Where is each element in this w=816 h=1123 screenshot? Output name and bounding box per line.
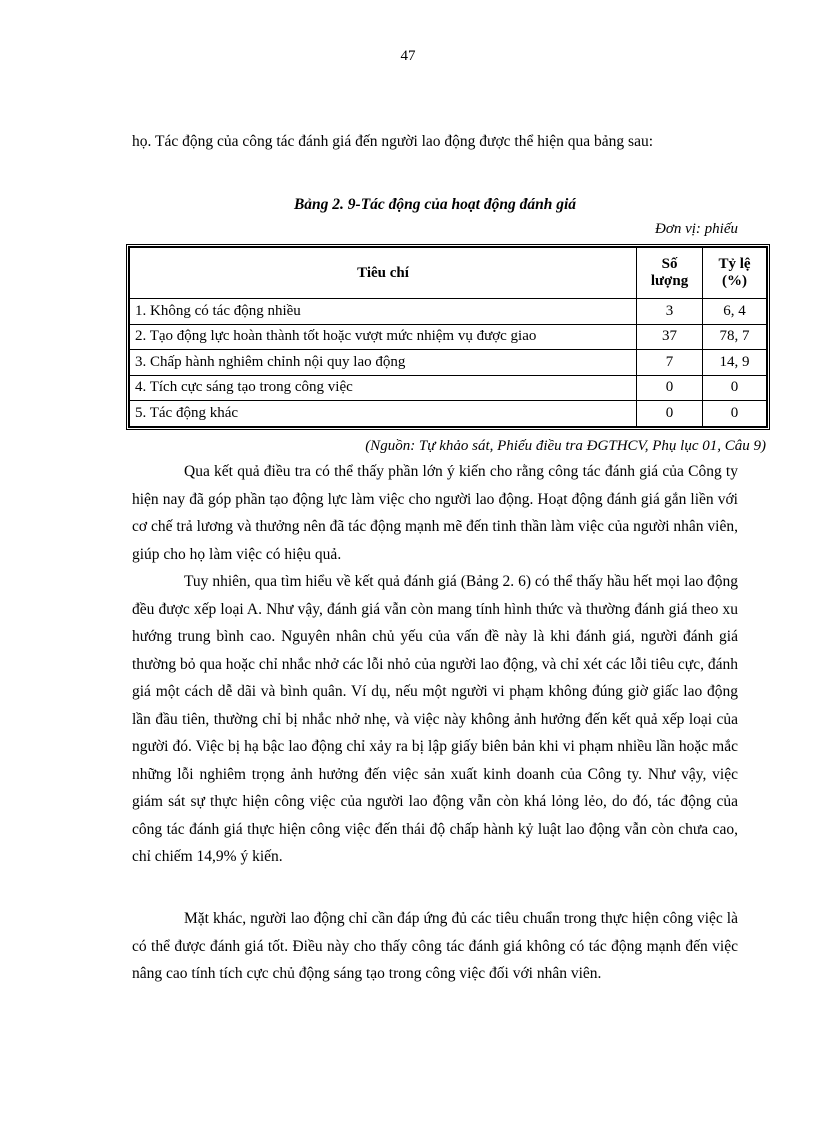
row-ratio: 78, 7: [703, 324, 767, 350]
row-criteria: 5. Tác động khác: [130, 401, 637, 427]
row-ratio: 0: [703, 375, 767, 401]
row-ratio: 14, 9: [703, 350, 767, 376]
row-criteria: 4. Tích cực sáng tạo trong công việc: [130, 375, 637, 401]
table-header-row: [130, 248, 767, 299]
row-criteria: 3. Chấp hành nghiêm chỉnh nội quy lao động: [130, 350, 637, 376]
row-ratio: 6, 4: [703, 299, 767, 325]
intro-paragraph: họ. Tác động của công tác đánh giá đến người lao động được thể hiện qua bảng sau:: [132, 133, 654, 150]
row-count: 37: [637, 324, 703, 350]
table-row: [130, 375, 767, 401]
table-row: [130, 401, 767, 427]
table-unit: Đơn vị: phiếu: [655, 221, 738, 237]
header-ratio: Tỷ lệ (%): [703, 248, 767, 299]
table-row: [130, 324, 767, 350]
row-count: 3: [637, 299, 703, 325]
table-row: [130, 350, 767, 376]
row-criteria: 2. Tạo động lực hoàn thành tốt hoặc vượt mức nhiệm vụ được giao: [130, 324, 637, 350]
table-source: (Nguồn: Tự khảo sát, Phiếu điều tra ĐGTHCV, Phụ lục 01, Câu 9): [365, 438, 766, 454]
row-count: 0: [637, 401, 703, 427]
body-paragraph: Qua kết quả điều tra có thể thấy phần lớn ý kiến cho rằng công tác đánh giá của Công ty hiện nay đã góp phần tạo động lực làm việc cho người lao động. Hoạt động đánh giá gắn liền với cơ chế trả lương và thưởng nên đã tác động mạnh mẽ đến tinh thần làm việc của người nhân viên, giúp cho họ làm việc có hiệu quả.: [132, 463, 738, 563]
row-ratio: 0: [703, 401, 767, 427]
results-table-frame: [126, 244, 770, 430]
body-paragraph: Tuy nhiên, qua tìm hiểu về kết quả đánh giá (Bảng 2. 6) có thể thấy hầu hết mọi lao động đều được xếp loại A. Như vậy, đánh giá vẫn còn mang tính hình thức và thường đánh giá theo xu hướng trung bình cao. Nguyên nhân chủ yếu của vấn đề này là khi đánh giá, người đánh giá thường bỏ qua hoặc chỉ nhắc nhở các lỗi nhỏ của người lao động, và chỉ xét các lỗi tiêu cực, đánh giá một cách dễ dãi và bình quân. Ví dụ, nếu một người vi phạm không đúng giờ giấc lao động lần đầu tiên, thường chỉ bị nhắc nhở nhẹ, và việc này không ảnh hưởng đến kết quả xếp loại của người đó. Việc bị hạ bậc lao động chỉ xảy ra bị lập giấy biên bản khi vi phạm nhiều lần hoặc mắc những lỗi nghiêm trọng ảnh hưởng đến việc sản xuất kinh doanh của Công ty. Như vậy, việc giám sát sự thực hiện công việc của người lao động vẫn còn khá lỏng lẻo, do đó, tác động của công tác đánh giá thực hiện công việc đến thái độ chấp hành kỷ luật lao động vẫn còn chưa cao, chỉ chiếm 14,9% ý kiến.: [132, 573, 738, 865]
row-count: 0: [637, 375, 703, 401]
header-count: Số lượng: [637, 248, 703, 299]
table-title: Bảng 2. 9-Tác động của hoạt động đánh giá: [293, 196, 577, 213]
page-number: 47: [400, 48, 416, 64]
header-criteria: Tiêu chí: [130, 248, 637, 299]
body-paragraph: Mặt khác, người lao động chỉ cần đáp ứng đủ các tiêu chuẩn trong thực hiện công việc là có thể được đánh giá tốt. Điều này cho thấy công tác đánh giá không có tác động mạnh đến việc nâng cao tính tích cực chủ động sáng tạo trong công việc đối với nhân viên.: [132, 910, 738, 982]
table-row: [130, 299, 767, 325]
results-table: [129, 247, 767, 427]
row-criteria: 1. Không có tác động nhiều: [130, 299, 637, 325]
row-count: 7: [637, 350, 703, 376]
